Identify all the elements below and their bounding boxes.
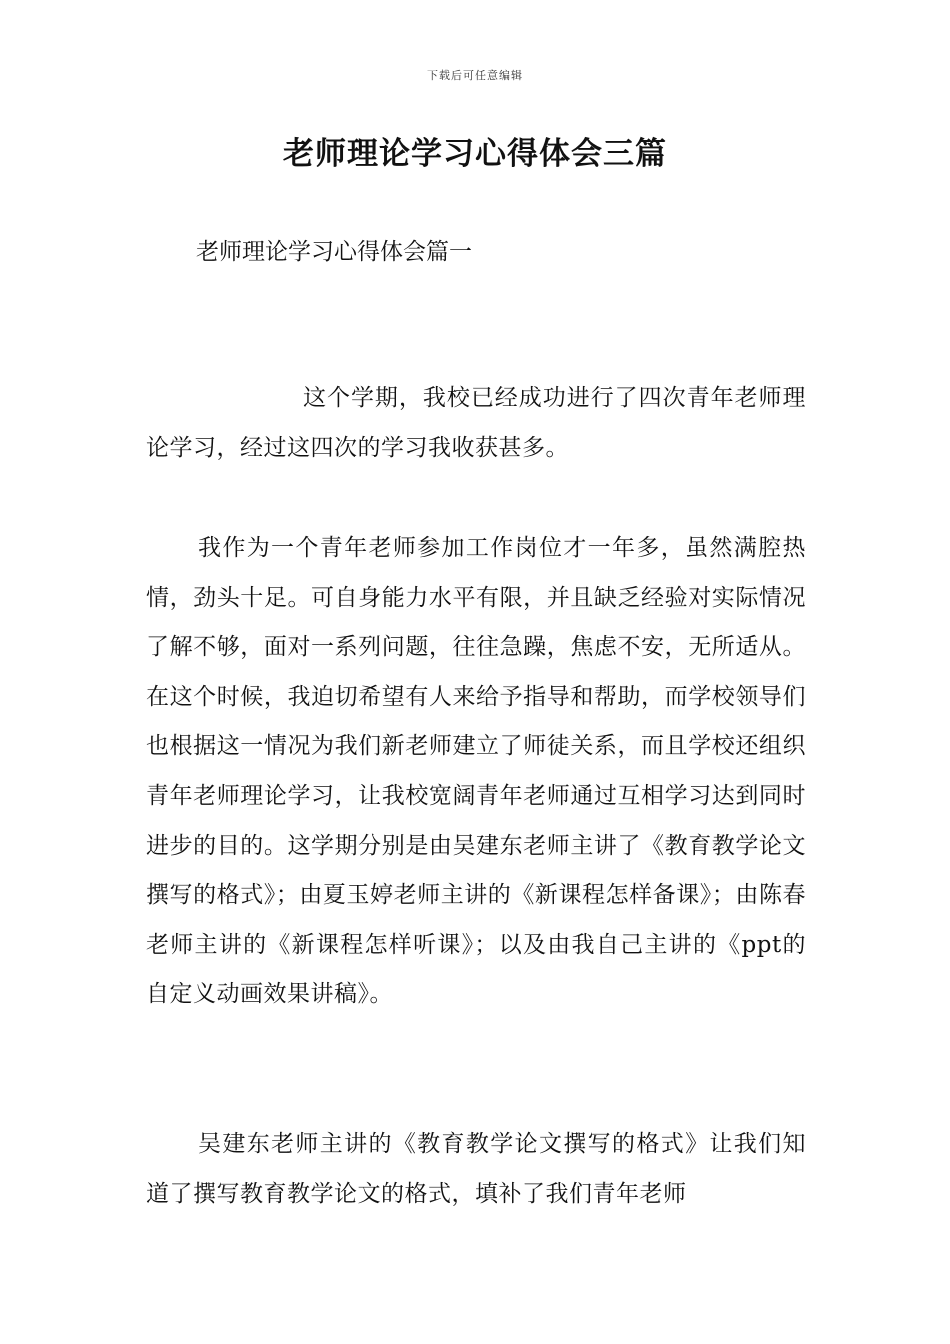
paragraph-1-text: 这个学期，我校已经成功进行了四次青年老师理论学习，经过这四次的学习我收获甚多。 (146, 385, 806, 461)
paragraph-3-text: 吴建东老师主讲的《教育教学论文撰写的格式》让我们知道了撰写教育教学论文的格式，填补了我们青年老师 (146, 1131, 806, 1207)
document-title: 老师理论学习心得体会三篇 (283, 136, 667, 172)
section-title: 老师理论学习心得体会篇一 (196, 239, 472, 265)
paragraph-2 (146, 524, 806, 1020)
download-note: 下载后可任意编辑 (427, 69, 523, 82)
paragraph-1 (146, 374, 806, 473)
paragraph-3 (146, 1120, 806, 1219)
paragraph-2-text: 我作为一个青年老师参加工作岗位才一年多，虽然满腔热情，劲头十足。可自身能力水平有限，并且缺乏经验对实际情况了解不够，面对一系列问题，往往急躁，焦虑不安，无所适从。在这个时候，我迫切希望有人来给予指导和帮助，而学校领导们也根据这一情况为我们新老师建立了师徒关系，而且学校还组织青年老师理论学习，让我校宽阔青年老师通过互相学习达到同时进步的目的。这学期分别是由吴建东老师主讲了《教育教学论文撰写的格式》；由夏玉婷老师主讲的《新课程怎样备课》；由陈春老师主讲的《新课程怎样听课》；以及由我自己主讲的《ppt的自定义动画效果讲稿》。 (146, 535, 806, 1008)
